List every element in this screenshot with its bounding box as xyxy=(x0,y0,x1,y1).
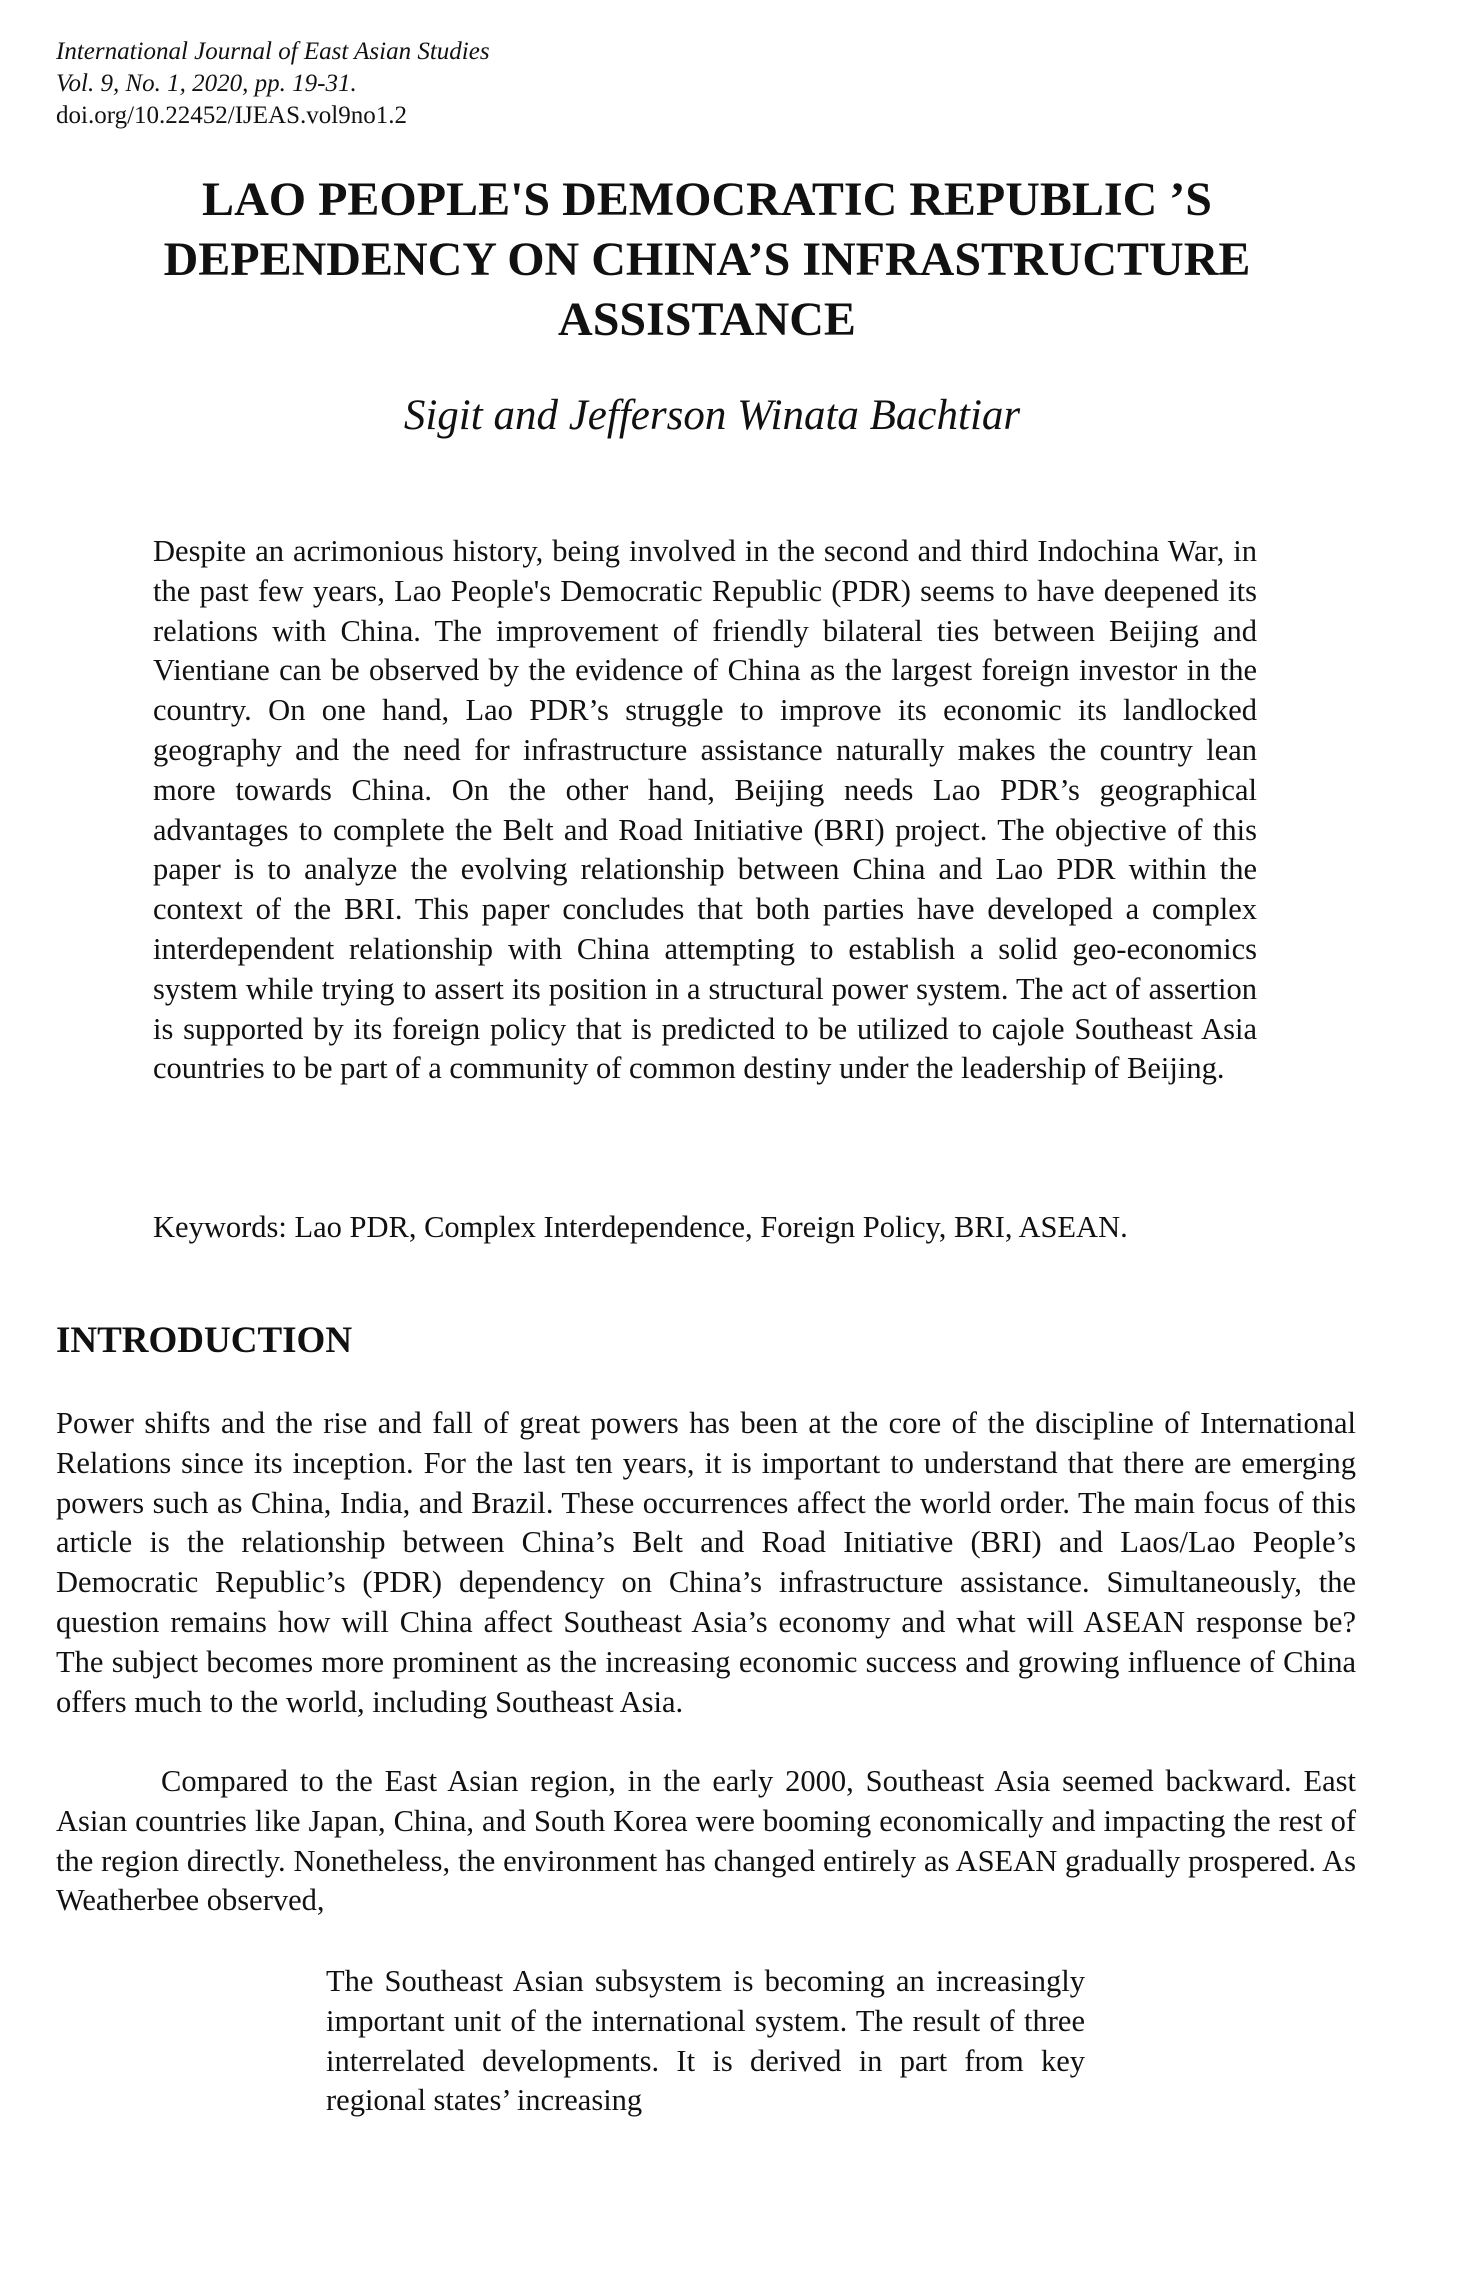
intro-paragraph-2: Compared to the East Asian region, in the early 2000, Southeast Asia seemed backward. East Asian countries like Japan, China, and South Korea were booming economically and impacting the rest of the region directly. Nonetheless, the environment has changed entirely as ASEAN gradually prospered. As Weatherbee observed, xyxy=(56,1764,1356,1918)
journal-header xyxy=(56,36,490,132)
section-heading: INTRODUCTION xyxy=(56,1320,353,1361)
keywords: Keywords: Lao PDR, Complex Interdependence, Foreign Policy, BRI, ASEAN. xyxy=(153,1210,1128,1244)
title-line-3: ASSISTANCE xyxy=(558,293,856,346)
abstract: Despite an acrimonious history, being involved in the second and third Indochina War, in the past few years, Lao People's Democratic Republic (PDR) seems to have deepened its relations with China. The improvement of friendly bilateral ties between Beijing and Vientiane can be observed by the evidence of China as the largest foreign investor in the country. On one hand, Lao PDR’s struggle to improve its economic its landlocked geography and the need for infrastructure assistance naturally makes the country lean more towards China. On the other hand, Beijing needs Lao PDR’s geographical advantages to complete the Belt and Road Initiative (BRI) project. The objective of this paper is to analyze the evolving relationship between China and Lao PDR within the context of the BRI. This paper concludes that both parties have developed a complex interdependent relationship with China attempting to establish a solid geo-economics system while trying to assert its position in a structural power system. The act of assertion is supported by its foreign policy that is predicted to be utilized to cajole Southeast Asia countries to be part of a community of common destiny under the leadership of Beijing. xyxy=(153,534,1257,1086)
authors: Sigit and Jefferson Winata Bachtiar xyxy=(403,392,1021,439)
journal-volume: Vol. 9, No. 1, 2020, pp. 19-31. xyxy=(56,70,357,97)
title-line-2: DEPENDENCY ON CHINA’S INFRASTRUCTURE xyxy=(163,233,1251,286)
paper-title xyxy=(80,170,1334,350)
block-quote: The Southeast Asian subsystem is becoming an increasingly important unit of the international system. The result of three interrelated developments. It is derived in part from key regional states’ increasing xyxy=(326,1964,1085,2118)
doi-link[interactable]: doi.org/10.22452/IJEAS.vol9no1.2 xyxy=(56,102,407,129)
journal-name: International Journal of East Asian Studies xyxy=(56,38,490,65)
title-line-1: LAO PEOPLE'S DEMOCRATIC REPUBLIC ’S xyxy=(202,173,1212,226)
intro-paragraph-1: Power shifts and the rise and fall of great powers has been at the core of the discipline of International Relations since its inception. For the last ten years, it is important to understand that there are emerging powers such as China, India, and Brazil. These occurrences affect the world order. The main focus of this article is the relationship between China’s Belt and Road Initiative (BRI) and Laos/Lao People’s Democratic Republic’s (PDR) dependency on China’s infrastructure assistance. Simultaneously, the question remains how will China affect Southeast Asia’s economy and what will ASEAN response be? The subject becomes more prominent as the increasing economic success and growing influence of China offers much to the world, including Southeast Asia. xyxy=(56,1406,1356,1719)
